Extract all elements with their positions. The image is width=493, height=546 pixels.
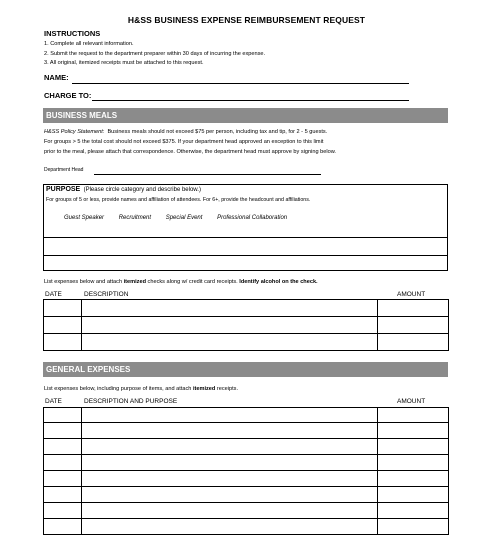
- date-cell[interactable]: [44, 423, 82, 439]
- date-cell[interactable]: [44, 300, 82, 317]
- table-row: [44, 334, 449, 351]
- date-cell[interactable]: [44, 439, 82, 455]
- description-cell[interactable]: [82, 423, 378, 439]
- amount-cell[interactable]: [378, 471, 449, 487]
- purpose-row-divider: [44, 255, 447, 256]
- table-row: [44, 519, 449, 535]
- meals-list-instructions: [44, 279, 318, 285]
- table-row: [44, 471, 449, 487]
- meals-col-date: DATE: [45, 291, 62, 298]
- general-list-itemized: itemized: [192, 386, 216, 392]
- policy-text: Business meals should not exceed $75 per person, including tax and tip, for 2 - 5 guests.: [107, 129, 328, 135]
- date-cell[interactable]: [44, 471, 82, 487]
- general-expenses-header: GENERAL EXPENSES: [43, 362, 448, 377]
- date-cell[interactable]: [44, 487, 82, 503]
- description-cell[interactable]: [82, 471, 378, 487]
- amount-cell[interactable]: [378, 300, 449, 317]
- amount-cell[interactable]: [378, 439, 449, 455]
- date-cell[interactable]: [44, 519, 82, 535]
- date-cell[interactable]: [44, 334, 82, 351]
- date-cell[interactable]: [44, 503, 82, 519]
- description-cell[interactable]: [82, 317, 378, 334]
- description-cell[interactable]: [82, 408, 378, 423]
- general-col-amount: AMOUNT: [397, 398, 426, 405]
- amount-cell[interactable]: [378, 408, 449, 423]
- amount-cell[interactable]: [378, 487, 449, 503]
- meals-list-itemized: itemized: [123, 279, 146, 285]
- name-field[interactable]: [72, 83, 409, 84]
- amount-cell[interactable]: [378, 317, 449, 334]
- date-cell[interactable]: [44, 317, 82, 334]
- department-head-label: Department Head: [44, 167, 84, 173]
- amount-cell[interactable]: [378, 334, 449, 351]
- description-cell[interactable]: [82, 519, 378, 535]
- meals-col-description: DESCRIPTION: [84, 291, 129, 298]
- purpose-row-divider: [44, 237, 447, 238]
- general-list-text: receipts.: [215, 386, 239, 392]
- date-cell[interactable]: [44, 455, 82, 471]
- purpose-label: PURPOSE: [46, 186, 81, 193]
- meals-list-text: List expenses below and attach: [44, 279, 124, 285]
- description-cell[interactable]: [82, 455, 378, 471]
- instruction-item: 1. Complete all relevant information.: [44, 41, 134, 47]
- amount-cell[interactable]: [378, 423, 449, 439]
- policy-statement: [44, 129, 327, 135]
- table-row: [44, 439, 449, 455]
- table-row: [44, 300, 449, 317]
- amount-cell[interactable]: [378, 519, 449, 535]
- purpose-subtext: For groups of 5 or less, provide names and affiliation of attendees. For 6+, provide the headcount and affiliations.: [46, 197, 311, 203]
- policy-line: prior to the meal, please attach that correspondence. Otherwise, the department head must approve by signing below.: [44, 149, 336, 155]
- policy-label: H&SS Policy Statement:: [44, 129, 105, 135]
- general-expense-table: [43, 407, 449, 535]
- description-cell[interactable]: [82, 487, 378, 503]
- description-cell[interactable]: [82, 503, 378, 519]
- purpose-heading: [46, 186, 201, 193]
- instruction-item: 2. Submit the request to the department preparer within 30 days of incurring the expense.: [44, 51, 266, 57]
- department-head-signature-field[interactable]: [94, 174, 321, 175]
- purpose-categories: [64, 215, 300, 221]
- form-title: H&SS BUSINESS EXPENSE REIMBURSEMENT REQUEST: [127, 15, 366, 25]
- meals-list-text: checks along w/ credit card receipts.: [146, 279, 240, 285]
- meals-col-amount: AMOUNT: [397, 291, 426, 298]
- table-row: [44, 455, 449, 471]
- purpose-hint: (Please circle category and describe below.): [83, 187, 201, 193]
- table-row: [44, 487, 449, 503]
- amount-cell[interactable]: [378, 503, 449, 519]
- date-cell[interactable]: [44, 408, 82, 423]
- charge-to-label: CHARGE TO:: [44, 91, 92, 100]
- description-cell[interactable]: [82, 300, 378, 317]
- policy-line: For groups > 5 the total cost should not exceed $375. If your department head approved an exception to this limit: [44, 139, 324, 145]
- charge-to-field[interactable]: [92, 100, 409, 101]
- table-row: [44, 503, 449, 519]
- general-list-text: List expenses below, including purpose of items, and attach: [44, 386, 193, 392]
- table-row: [44, 408, 449, 423]
- purpose-box: [43, 184, 448, 271]
- instruction-item: 3. All original, itemized receipts must be attached to this request.: [44, 60, 204, 66]
- meals-list-alcohol-note: Identify alcohol on the check.: [239, 279, 318, 285]
- business-meals-header: BUSINESS MEALS: [43, 108, 448, 123]
- description-cell[interactable]: [82, 439, 378, 455]
- category-recruitment[interactable]: Recruitment: [118, 215, 152, 221]
- table-row: [44, 317, 449, 334]
- general-col-description: DESCRIPTION AND PURPOSE: [84, 398, 178, 405]
- name-label: NAME:: [44, 73, 69, 82]
- meals-expense-table: [43, 299, 449, 351]
- description-cell[interactable]: [82, 334, 378, 351]
- category-special-event[interactable]: Special Event: [165, 215, 203, 221]
- general-col-date: DATE: [45, 398, 62, 405]
- category-professional-collaboration[interactable]: Professional Collaboration: [217, 215, 288, 221]
- instructions-heading: INSTRUCTIONS: [44, 29, 101, 38]
- category-guest-speaker[interactable]: Guest Speaker: [64, 215, 105, 221]
- amount-cell[interactable]: [378, 455, 449, 471]
- table-row: [44, 423, 449, 439]
- general-list-instructions: [44, 386, 238, 392]
